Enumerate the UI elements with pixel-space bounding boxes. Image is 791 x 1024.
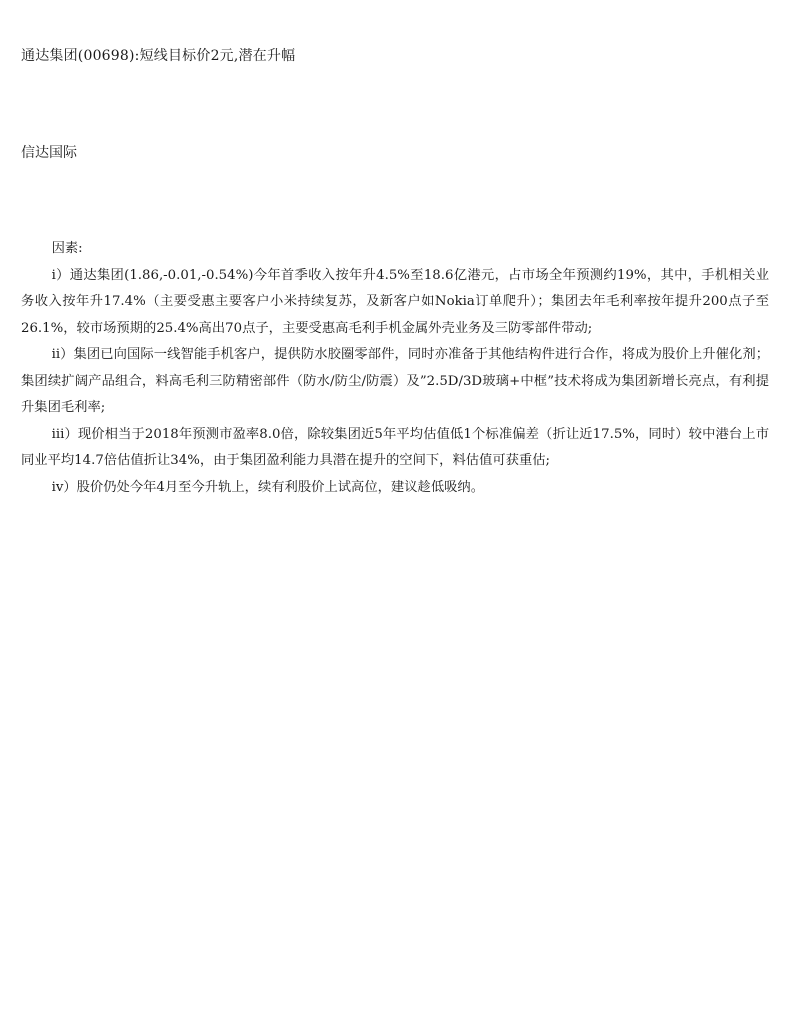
paragraph-iv: iv）股价仍处今年4月至今升轨上，续有利股价上试高位，建议趁低吸纳。 xyxy=(51,479,485,495)
article-body xyxy=(21,236,769,501)
article-title: 通达集团(00698):短线目标价2元,潜在升幅 xyxy=(21,48,296,64)
factors-label: 因素: xyxy=(51,241,83,256)
article-source: 信达国际 xyxy=(21,145,77,161)
paragraph-iii: iii）现价相当于2018年预测市盈率8.0倍，除较集团近5年平均估值低1个标准偏差（折让近17.5%，同时）较中港台上市同业平均14.7倍估值折让34%，由于集团盈利能力具潜在提升的空间下，料估值可获重估; xyxy=(21,426,769,468)
paragraph-i: i）通达集团(1.86,-0.01,-0.54%)今年首季收入按年升4.5%至18.6亿港元，占市场全年预测约19%，其中，手机相关业务收入按年升17.4%（主要受惠主要客户小米持续复苏，及新客户如Nokia订单爬升）；集团去年毛利率按年提升200点子至26.1%，较市场预期的25.4%高出70点子，主要受惠高毛利手机金属外壳业务及三防零部件带动; xyxy=(21,267,769,336)
paragraph-ii: ii）集团已向国际一线智能手机客户，提供防水胶圈零部件，同时亦准备于其他结构件进行合作，将成为股价上升催化剂；集团续扩阔产品组合，料高毛利三防精密部件（防水/防尘/防震）及”2.5D/3D玻璃+中框”技术将成为集团新增长亮点，有利提升集团毛利率; xyxy=(21,347,769,415)
